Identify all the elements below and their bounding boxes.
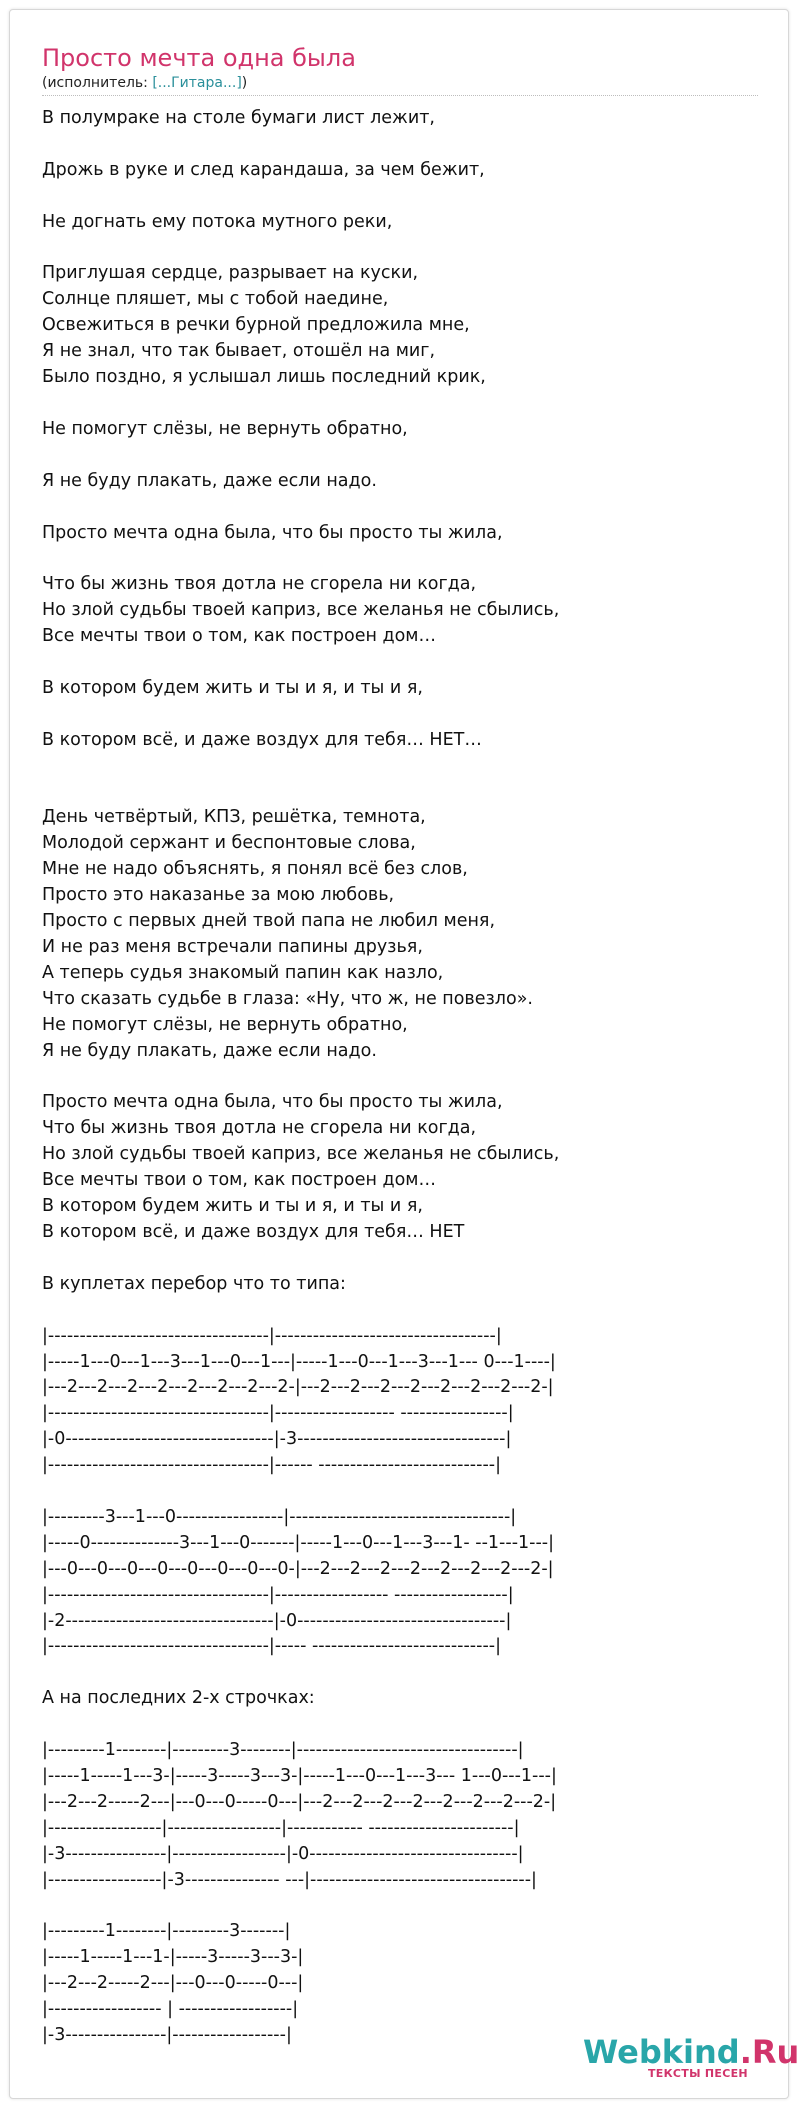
site-logo[interactable]: [583, 2034, 799, 2070]
artist-prefix: (исполнитель:: [42, 75, 153, 91]
logo-tld: .Ru: [739, 2033, 800, 2071]
site-tagline: ТЕКСТЫ ПЕСЕН: [648, 2067, 748, 2080]
artist-link[interactable]: [...Гитара...]: [152, 75, 242, 91]
artist-suffix: ): [241, 75, 248, 91]
lyrics-text: В полумраке на столе бумаги лист лежит, Дрожь в руке и след карандаша, за чем бежит, Не догнать ему потока мутного реки, Приглушая сердце, разрывает на куски, Солнце пляшет, мы с тобой наедине, Освежиться в речки бурной предложила мне, Я не знал, что так бывает, отошёл на миг, Было поздно, я услышал лишь последний крик, Не помогут слёзы, не вернуть обратно, Я не буду плакать, даже если надо. Просто мечта одна была, что бы просто ты жила, Что бы жизнь твоя дотла не сгорела ни когда, Но злой судьбы твоей каприз, все желанья не сбылись, Все мечты твои о том, как построен дом… В котором будем жить и ты и я, и ты и я, В котором всё, и даже воздух для тебя… НЕТ… День четвёртый, КПЗ, решётка, темнота, Молодой сержант и беспонтовые слова, Мне не надо объяснять, я понял всё без слов, Просто это наказанье за мою любовь, Просто с первых дней твой папа не любил меня, И не раз меня встречали папины друзья, А теперь судья знакомый папин как назло, Что сказать судьбе в глаза: «Ну, что ж, не повезло». Не помогут слёзы, не вернуть обратно, Я не буду плакать, даже если надо. Просто мечта одна была, что бы просто ты жила, Что бы жизнь твоя дотла не сгорела ни когда, Но злой судьбы твоей каприз, все желанья не сбылись, Все мечты твои о том, как построен дом… В котором будем жить и ты и я, и ты и я, В котором всё, и даже воздух для тебя… НЕТ В куплетах перебор что то типа: |-----------------------------------|-----------------------------------| |-----1---0---1---3---1---0---1---|-----1---0---1---3---1--- 0---1----| |---2---2---2---2---2---2---2---2-|---2---2---2---2---2---2---2---2-| |-----------------------------------|------------------- -----------------| |-0---------------------------------|-3---------------------------------| |-----------------------------------|------ ----------------------------| |---------3---1---0-----------------|-----------------------------------| |-----0--------------3---1---0-------|-----1---0---1---3---1- --1---1---| |---0---0---0---0---0---0---0---0-|---2---2---2---2---2---2---2---2-| |-----------------------------------|------------------ ------------------| |-2---------------------------------|-0---------------------------------| |-----------------------------------|----- -----------------------------| А на последних 2-х строчках: |---------1--------|---------3--------|-----------------------------------| |-----1-----1---3-|-----3-----3---3-|-----1---0---1---3--- 1---0---1---| |---2---2-----2---|---0---0-----0---|---2---2---2---2---2---2---2---2-| |------------------|------------------|------------ -----------------------| |-3----------------|------------------|-0---------------------------------| |------------------|-3--------------- ---|-----------------------------------| |---------1--------|---------3-------| |-----1-----1---1-|-----3-----3---3-| |---2---2-----2---|---0---0-----0---| |------------------ | ------------------| |-3----------------|------------------|: [42, 108, 560, 2046]
header-divider: [42, 95, 758, 96]
song-title: Просто мечта одна была: [42, 44, 356, 72]
logo-main: Webkind: [583, 2033, 740, 2071]
artist-line: [42, 74, 247, 92]
